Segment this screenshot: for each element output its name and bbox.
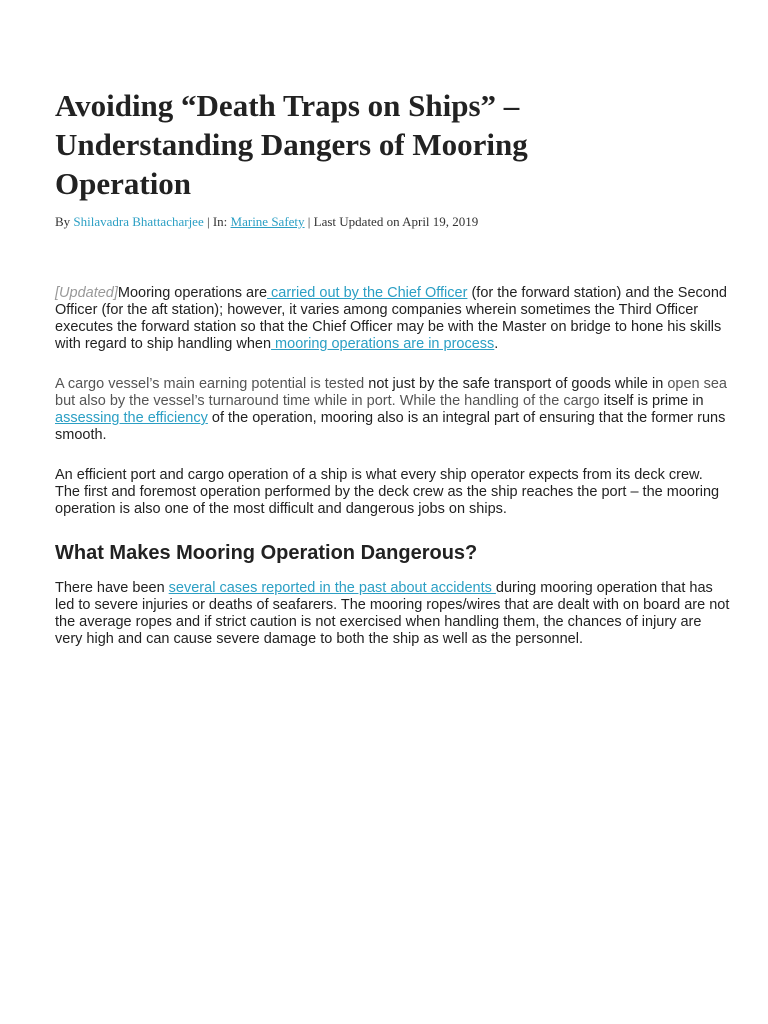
mooring-operations-link[interactable]: mooring operations are in process [271,336,495,352]
text-span: There have been [55,580,169,596]
paragraph-earning-potential [55,376,730,444]
text-span: . [494,336,499,352]
text-span: itself is prime in [599,393,704,409]
text-span: (for the forward station) and the Second Officer (for the aft station); however, it varies among companies wherein sometimes the Third Officer executes the forward station so that the Chief Officer may be with the Master on bridge to hone his skills with regard to ship handling when [55,285,727,352]
section-heading: What Makes Mooring Operation Dangerous? [55,542,478,564]
text-span: during mooring operation that has led to severe injuries or deaths of seafarers. The mooring ropes/wires that are dealt with on board are not the average ropes and if strict caution is not exercised when handling them, the chances of injury are very high and can cause severe damage to both the ship as well as the personnel. [55,580,730,647]
text-span: open sea but also by the vessel’s turnaround time while in port. While the handling of the cargo [55,376,727,409]
text-span: of the operation, mooring also is an integral part of ensuring that the former runs smooth. [55,410,726,443]
paragraph-intro [55,285,730,353]
text-span: Mooring operations are [117,285,268,301]
text-span: A cargo vessel’s main earning potential is tested [55,376,365,392]
by-prefix: By [55,214,74,229]
article-title: Avoiding “Death Traps on Ships” – Understanding Dangers of Mooring Operation [55,88,528,201]
paragraph-accidents [55,580,730,648]
accidents-cases-link[interactable]: several cases reported in the past about accidents [168,580,496,596]
last-updated-text: | Last Updated on April 19, 2019 [304,214,479,229]
author-link[interactable]: Shilavadra Bhattacharjee [73,214,204,229]
updated-tag: [Updated] [55,285,118,301]
in-prefix: | In: [203,214,231,229]
paragraph-port-operation: An efficient port and cargo operation of a ship is what every ship operator expects from its deck crew. The first and foremost operation performed by the deck crew as the ship reaches the port – the mooring operation is also one of the most difficult and dangerous jobs on ships. [55,467,720,517]
chief-officer-link[interactable]: carried out by the Chief Officer [267,285,468,301]
category-link[interactable]: Marine Safety [230,214,305,229]
assessing-efficiency-link[interactable]: assessing the efficiency [55,410,208,426]
text-span: not just by the safe transport of goods while in [364,376,668,392]
article-meta [55,213,730,231]
